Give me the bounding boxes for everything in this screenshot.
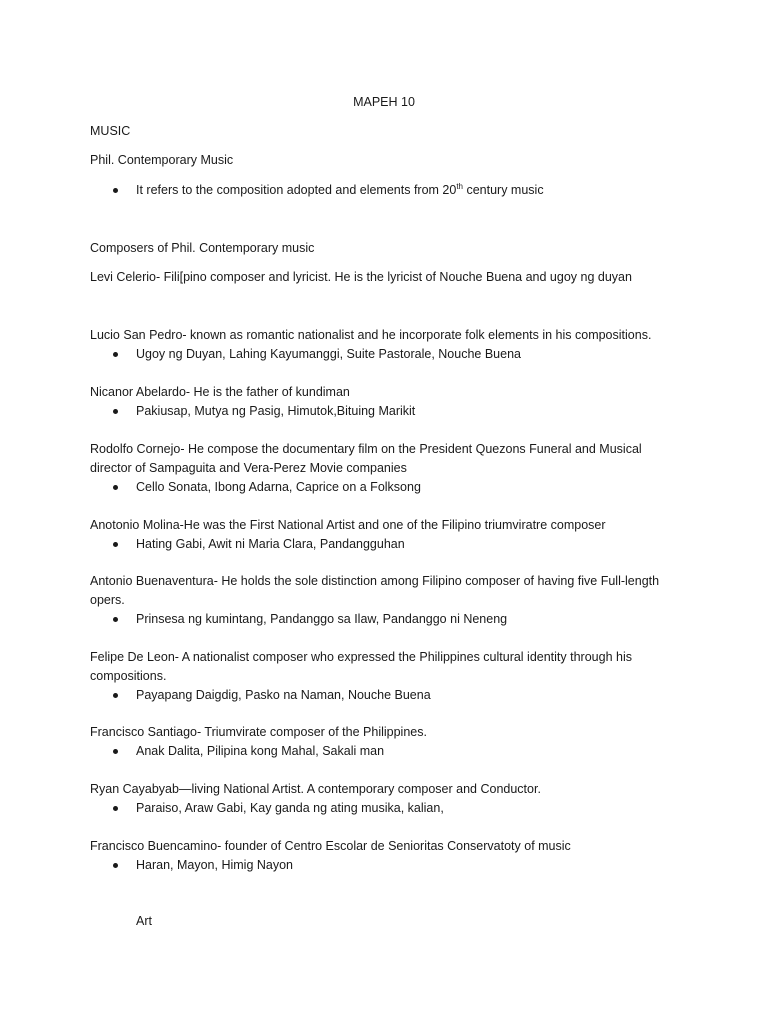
composer-description: Nicanor Abelardo- He is the father of kundiman [90, 385, 350, 399]
composer-works: Hating Gabi, Awit ni Maria Clara, Pandangguhan [136, 537, 405, 551]
composer-works: Haran, Mayon, Himig Nayon [136, 858, 294, 872]
composer-description-cont: director of Sampaguita and Vera-Perez Movie companies [90, 461, 407, 475]
composer-description: Anotonio Molina-He was the First National Artist and one of the Filipino triumviratre composer [90, 518, 606, 532]
bullet-icon [113, 485, 118, 490]
bullet-icon [113, 409, 118, 414]
composer-works: Cello Sonata, Ibong Adarna, Caprice on a Folksong [136, 480, 421, 494]
section-heading-music: MUSIC [90, 124, 131, 138]
composer-works: Prinsesa ng kumintang, Pandanggo sa Ilaw, Pandanggo ni Neneng [136, 612, 508, 626]
composer-works: Paraiso, Araw Gabi, Kay ganda ng ating musika, kalian, [136, 801, 444, 815]
bullet-icon [113, 863, 118, 868]
bullet-icon [113, 806, 118, 811]
bullet-icon [113, 542, 118, 547]
composer-works: Ugoy ng Duyan, Lahing Kayumanggi, Suite Pastorale, Nouche Buena [136, 347, 521, 361]
composer-description: Rodolfo Cornejo- He compose the documentary film on the President Quezons Funeral and Musical [90, 442, 642, 456]
bullet-icon [113, 617, 118, 622]
composer-description-cont: opers. [90, 593, 125, 607]
composer-description: Francisco Santiago- Triumvirate composer of the Philippines. [90, 725, 427, 739]
composer-description: Ryan Cayabyab—living National Artist. A contemporary composer and Conductor. [90, 782, 541, 796]
bullet-icon [113, 749, 118, 754]
bullet-icon [113, 188, 118, 193]
composers-heading: Composers of Phil. Contemporary music [90, 241, 315, 255]
composer-description: Lucio San Pedro- known as romantic nationalist and he incorporate folk elements in his compositions. [90, 328, 652, 342]
composer-description: Francisco Buencamino- founder of Centro Escolar de Senioritas Conservatoty of music [90, 839, 571, 853]
composer-description-cont: compositions. [90, 669, 167, 683]
composer-levi-celerio: Levi Celerio- Fili[pino composer and lyricist. He is the lyricist of Nouche Buena and ugoy ng duyan [90, 270, 632, 284]
composer-description: Antonio Buenaventura- He holds the sole distinction among Filipino composer of having five Full-length [90, 574, 660, 588]
composer-works: Pakiusap, Mutya ng Pasig, Himutok,Bituing Marikit [136, 404, 416, 418]
document-title: MAPEH 10 [353, 95, 415, 109]
composer-description: Felipe De Leon- A nationalist composer who expressed the Philippines cultural identity through his [90, 650, 632, 664]
composer-works: Payapang Daigdig, Pasko na Naman, Nouche Buena [136, 688, 431, 702]
bullet-icon [113, 693, 118, 698]
section-heading-art: Art [136, 914, 152, 928]
composer-works: Anak Dalita, Pilipina kong Mahal, Sakali man [136, 744, 385, 758]
topic-heading: Phil. Contemporary Music [90, 153, 234, 167]
definition-text: It refers to the composition adopted and elements from 20th century music [136, 181, 544, 197]
bullet-icon [113, 352, 118, 357]
